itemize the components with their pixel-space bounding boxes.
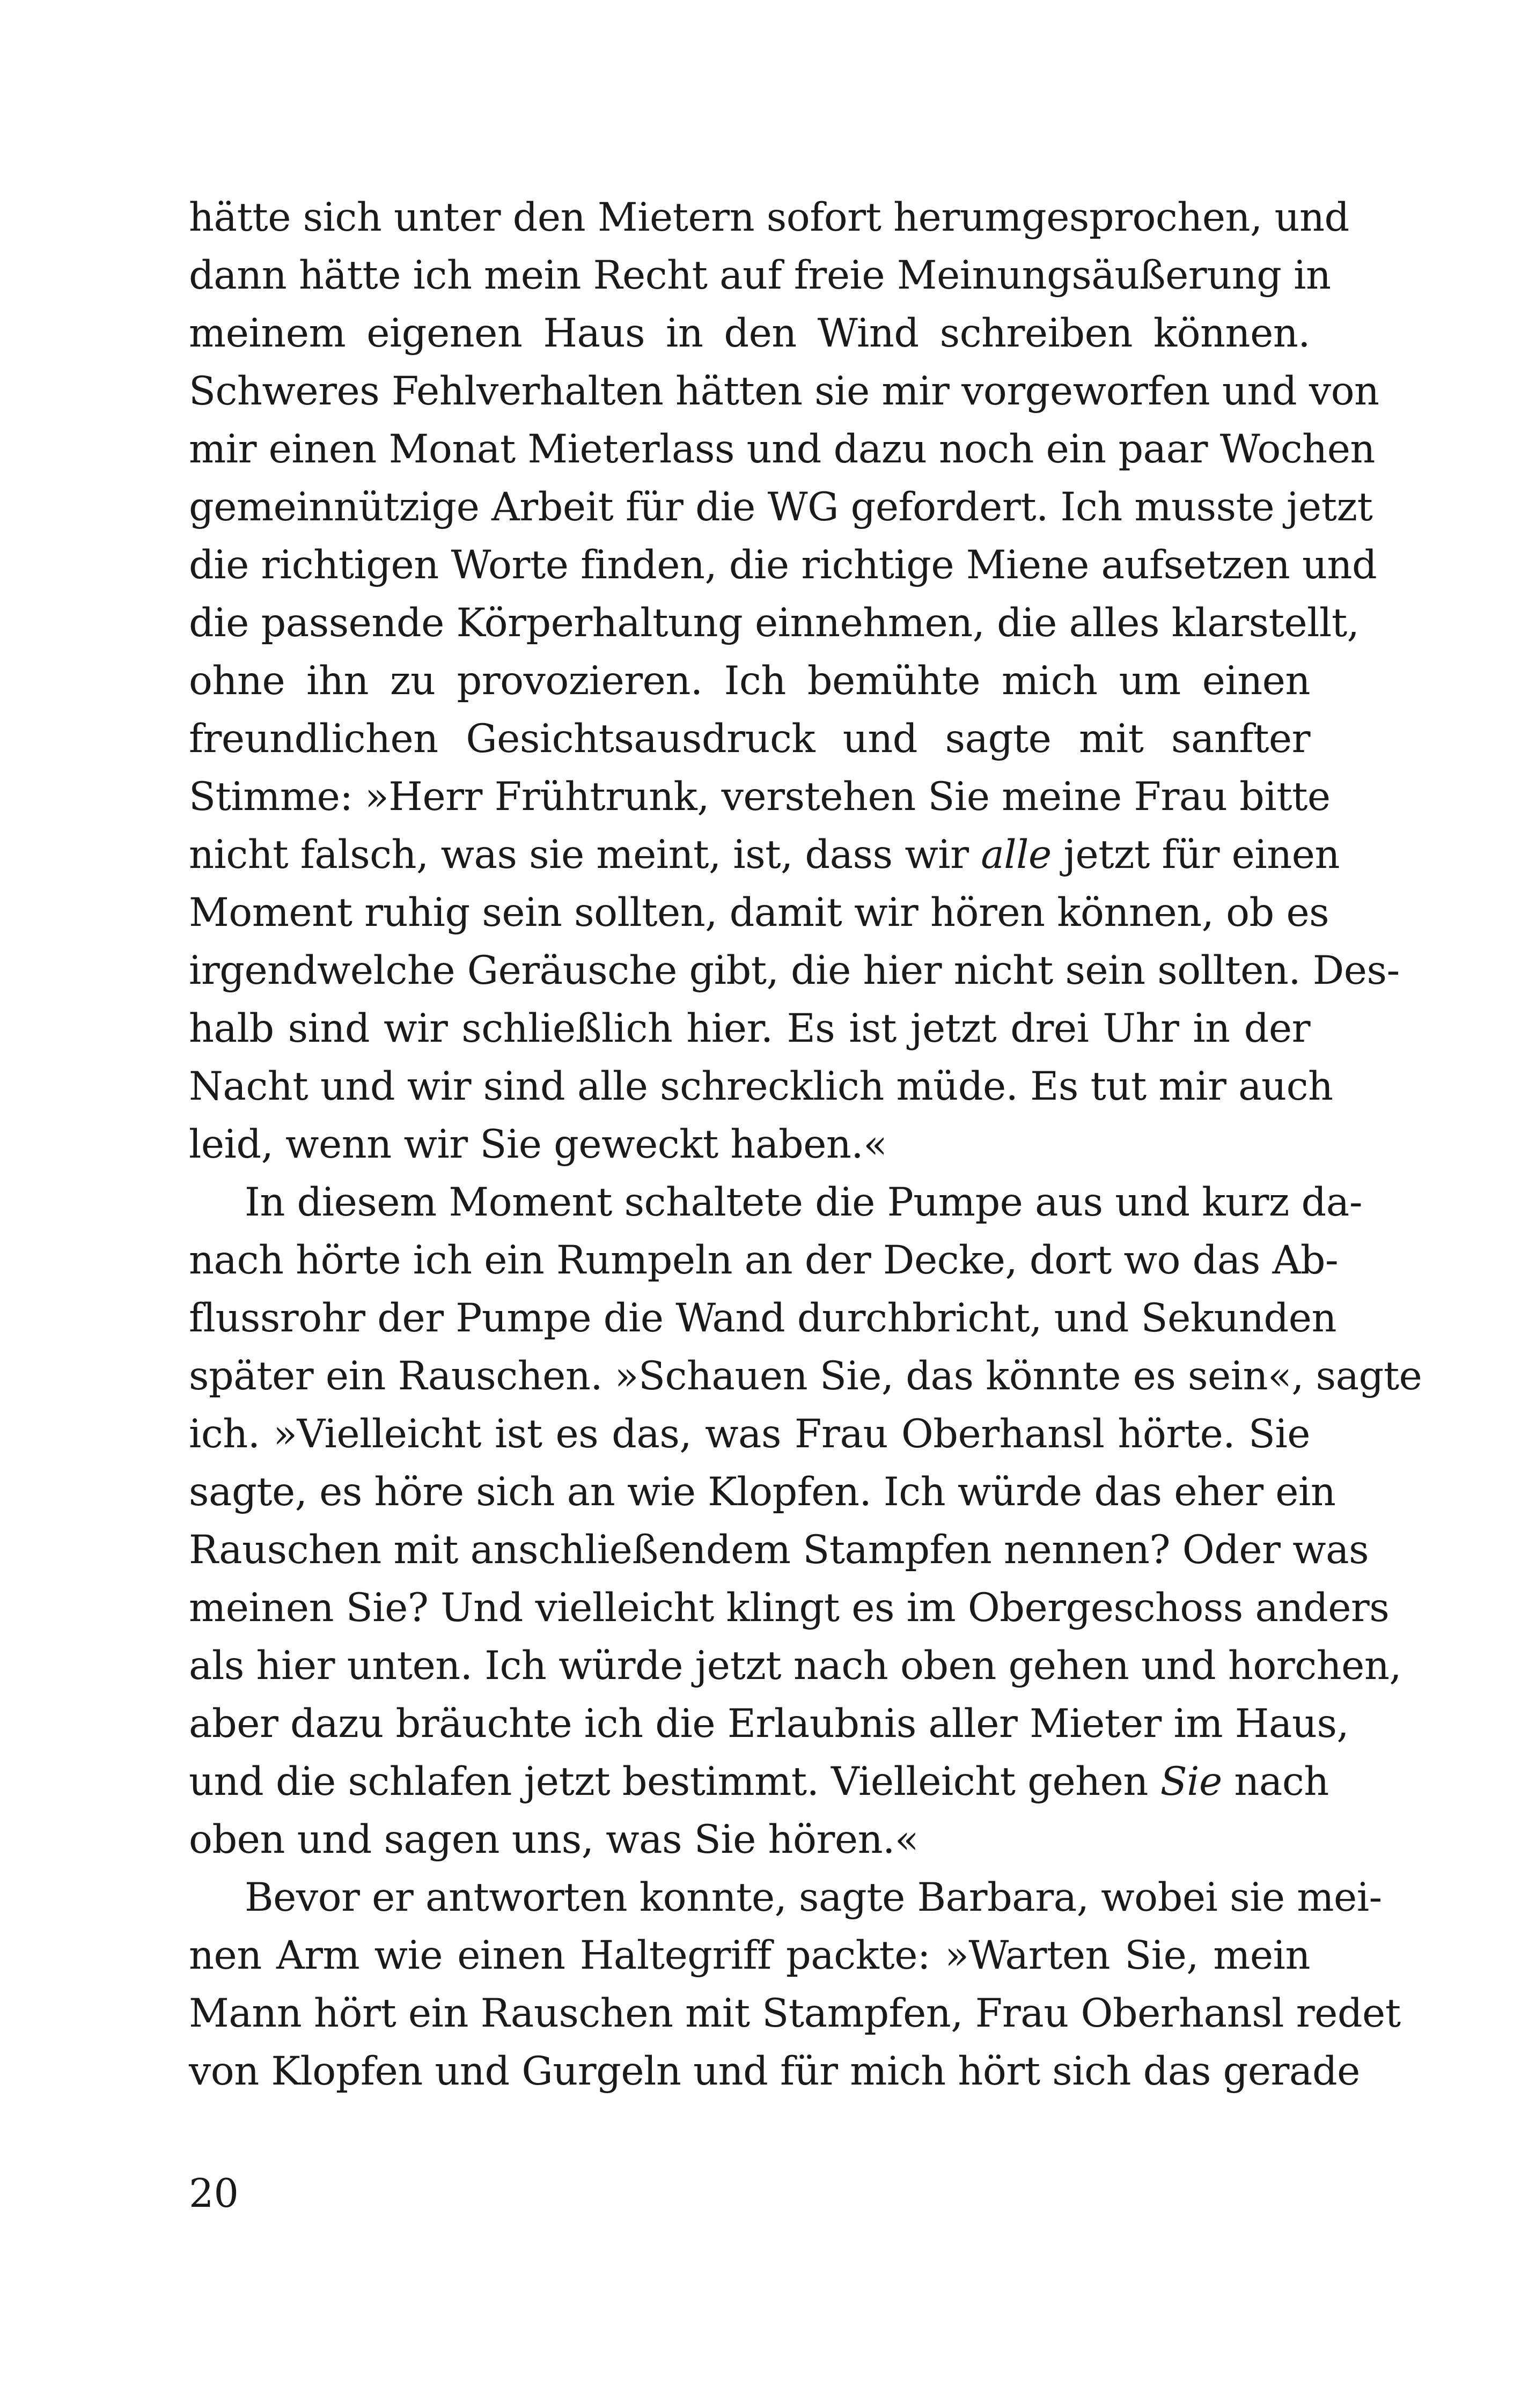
text-line: als hier unten. Ich würde jetzt nach oben gehen und horchen, [189, 1643, 1402, 1689]
text-line: nach hörte ich ein Rumpeln an der Decke, dort wo das Ab- [189, 1238, 1339, 1283]
body-text [189, 189, 1422, 2101]
text-line: halb sind wir schließlich hier. Es ist jetzt drei Uhr in der [189, 1006, 1310, 1051]
text-line: nen Arm wie einen Haltegriff packte: »Warten Sie, mein [189, 1933, 1310, 1978]
paragraph [189, 1869, 1401, 2101]
text-line: und die schlafen jetzt bestimmt. Vielleicht gehen Sie nach [189, 1759, 1329, 1805]
text-line: leid, wenn wir Sie geweckt haben.« [189, 1122, 887, 1167]
paragraph [189, 1174, 1422, 1869]
text-line: irgendwelche Geräusche gibt, die hier nicht sein sollten. Des- [189, 948, 1400, 993]
text-line: ohne ihn zu provozieren. Ich bemühte mich um einen [189, 658, 1310, 704]
text-line: Stimme: »Herr Frühtrunk, verstehen Sie meine Frau bitte [189, 774, 1331, 820]
text-line: von Klopfen und Gurgeln und für mich hört sich das gerade [189, 2049, 1360, 2094]
text-line: meinem eigenen Haus in den Wind schreiben können. [189, 311, 1310, 356]
page-number: 20 [189, 2171, 239, 2216]
text-line: Schweres Fehlverhalten hätten sie mir vorgeworfen und von [189, 369, 1379, 414]
text-line: aber dazu bräuchte ich die Erlaubnis aller Mieter im Haus, [189, 1701, 1349, 1747]
text-line: flussrohr der Pumpe die Wand durchbricht, und Sekunden [189, 1295, 1336, 1341]
text-line: Rauschen mit anschließendem Stampfen nennen? Oder was [189, 1527, 1369, 1573]
emphasis: alle [981, 832, 1052, 878]
text-line: später ein Rauschen. »Schauen Sie, das könnte es sein«, sagte [189, 1353, 1422, 1399]
text-line: sagte, es höre sich an wie Klopfen. Ich würde das eher ein [189, 1469, 1336, 1515]
text-line: hätte sich unter den Mietern sofort herumgesprochen, und [189, 195, 1349, 240]
text-line: Moment ruhig sein sollten, damit wir hören können, ob es [189, 890, 1329, 936]
text-line: die passende Körperhaltung einnehmen, die alles klarstellt, [189, 600, 1360, 646]
text-line: freundlichen Gesichtsausdruck und sagte mit sanfter [189, 716, 1310, 762]
paragraph [189, 189, 1400, 1174]
text-line: ich. »Vielleicht ist es das, was Frau Oberhansl hörte. Sie [189, 1411, 1310, 1457]
text-line: Mann hört ein Rauschen mit Stampfen, Frau Oberhansl redet [189, 1991, 1401, 2036]
text-line: oben und sagen uns, was Sie hören.« [189, 1817, 919, 1862]
text-line: nicht falsch, was sie meint, ist, dass wir alle jetzt für einen [189, 832, 1340, 878]
text-line: Bevor er antworten konnte, sagte Barbara, wobei sie mei- [245, 1875, 1382, 1920]
text-line: meinen Sie? Und vielleicht klingt es im Obergeschoss anders [189, 1585, 1390, 1631]
emphasis: Sie [1160, 1759, 1222, 1805]
text-line: In diesem Moment schaltete die Pumpe aus und kurz da- [245, 1180, 1362, 1225]
text-line: dann hätte ich mein Recht auf freie Meinungsäußerung in [189, 253, 1331, 298]
text-line: mir einen Monat Mieterlass und dazu noch ein paar Wochen [189, 426, 1375, 472]
text-line: die richtigen Worte finden, die richtige Miene aufsetzen und [189, 542, 1377, 588]
text-line: Nacht und wir sind alle schrecklich müde. Es tut mir auch [189, 1064, 1333, 1109]
text-line: gemeinnützige Arbeit für die WG gefordert. Ich musste jetzt [189, 484, 1373, 530]
